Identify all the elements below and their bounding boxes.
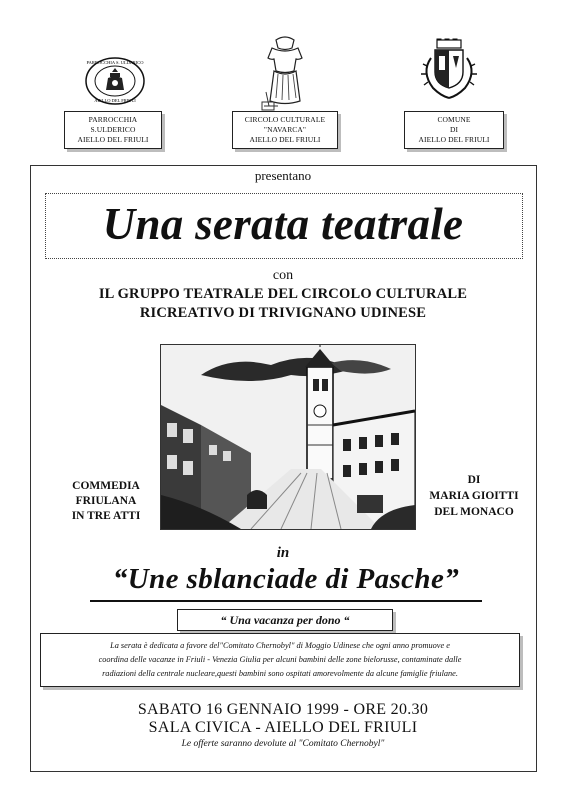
parish-label-box	[64, 111, 162, 149]
play-author	[418, 472, 530, 520]
comune-label-box	[404, 111, 504, 149]
svg-text:PARROCCHIA S. ULDERICO: PARROCCHIA S. ULDERICO	[86, 60, 144, 65]
event-date: SABATO 16 GENNAIO 1999 - ORE 20.30	[137, 701, 429, 718]
author-line-3: DEL MONACO	[434, 506, 514, 518]
play-subtitle: “ Una vacanza per dono “	[177, 609, 393, 631]
church-seal-icon	[84, 56, 146, 106]
parish-line-2: S.ULDERICO	[90, 125, 136, 134]
in-text: in	[276, 545, 290, 561]
note-line-2: coordina delle vacanze in Friuli - Venezia Giulia per alcuni bambini delle zone bielorusse, contaminate dalle	[98, 655, 462, 664]
donation-note: Le offerte saranno devolute al "Comitato Chernobyl"	[181, 739, 385, 749]
coat-of-arms-icon	[419, 38, 479, 104]
play-title: “Une sblanciade di Pasche”	[112, 563, 460, 595]
village-bell-tower-drawing	[160, 344, 416, 530]
theatre-group-name	[0, 285, 566, 323]
group-line-2: RICREATIVO DI TRIVIGNANO UDINESE	[139, 305, 427, 321]
comune-line-3: AIELLO DEL FRIULI	[418, 135, 490, 144]
parish-line-3: AIELLO DEL FRIULI	[77, 135, 149, 144]
presentano-text: presentano	[254, 168, 312, 183]
svg-text:AIELLO DEL FRIULI: AIELLO DEL FRIULI	[94, 98, 136, 103]
genre-line-1: COMMEDIA	[72, 480, 140, 492]
poster-title: Una serata teatrale	[102, 199, 464, 249]
author-line-1: DI	[467, 474, 481, 486]
circolo-line-3: AIELLO DEL FRIULI	[249, 135, 321, 144]
event-place: SALA CIVICA - AIELLO DEL FRIULI	[148, 719, 418, 736]
play-genre	[56, 479, 156, 524]
note-line-3: radiazioni della centrale nucleare,questi bambini sono ospitati amorevolmente da alcune famiglie friulane.	[102, 669, 458, 678]
circolo-label-box	[232, 111, 338, 149]
play-title-underline	[90, 600, 482, 602]
genre-line-3: IN TRE ATTI	[71, 510, 141, 522]
comune-line-1: COMUNE	[437, 115, 471, 124]
parish-line-1: PARROCCHIA	[88, 115, 138, 124]
con-text: con	[272, 268, 294, 283]
note-line-1: La serata è dedicata a favore del"Comitato Chernobyl" di Moggio Udinese che ogni anno promuove e	[110, 641, 450, 650]
genre-line-2: FRIULANA	[75, 495, 137, 507]
classical-statue-icon	[256, 32, 314, 112]
charity-note-box	[40, 633, 520, 687]
comune-line-2: DI	[449, 125, 459, 134]
group-line-1: IL GRUPPO TEATRALE DEL CIRCOLO CULTURALE	[98, 286, 468, 302]
author-line-2: MARIA GIOITTI	[429, 490, 519, 502]
circolo-line-1: CIRCOLO CULTURALE	[244, 115, 326, 124]
circolo-line-2: "NAVARCA"	[263, 125, 307, 134]
